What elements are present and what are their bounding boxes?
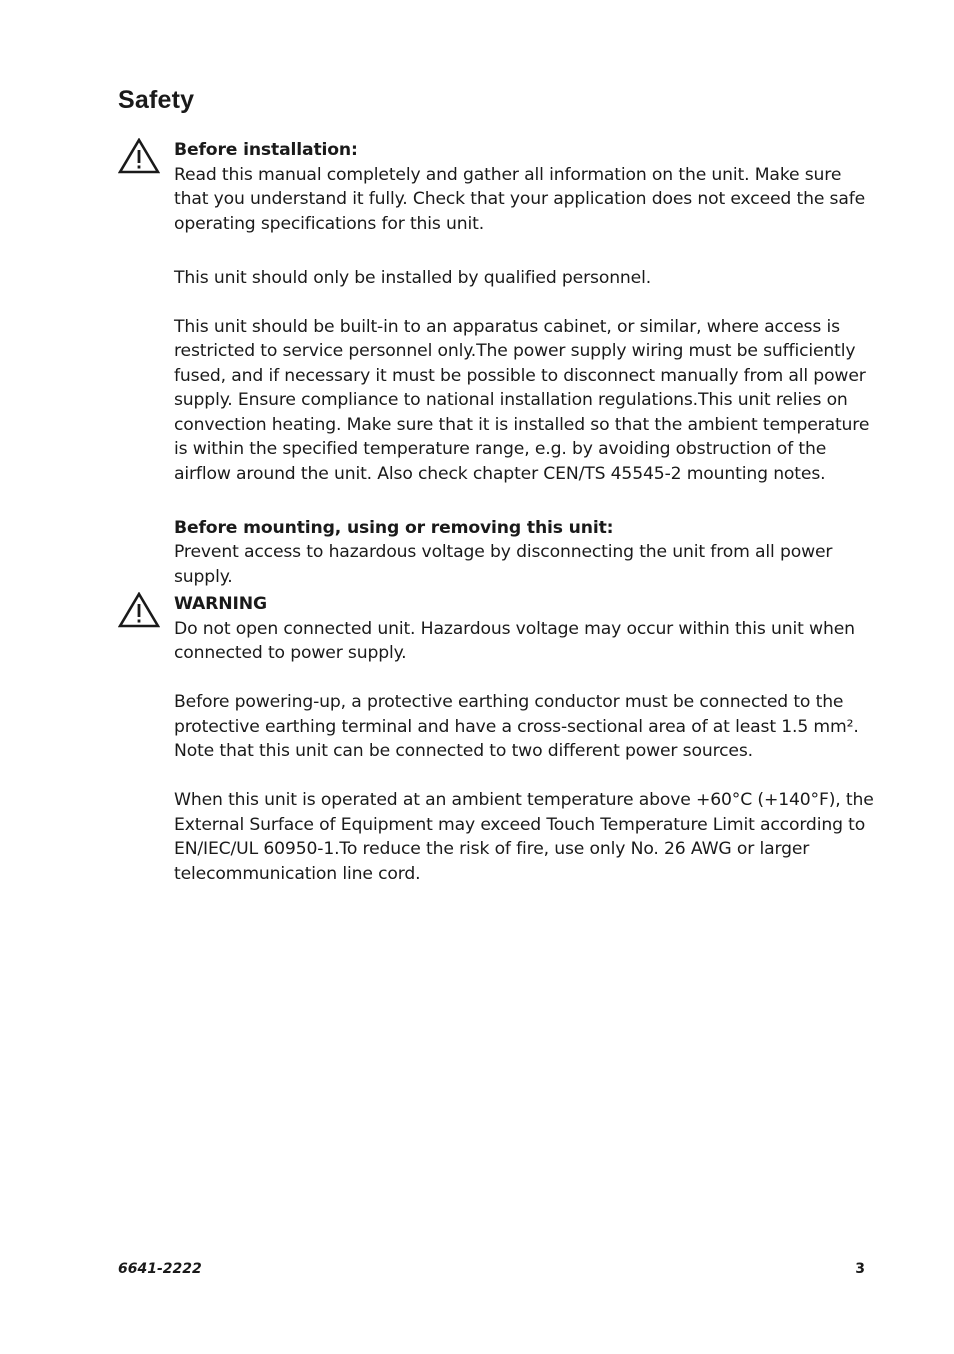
paragraph: Before powering-up, a protective earthing conductor must be connected to the protective earthing terminal and have a cross-sectional area of at least 1.5 mm². — [174, 692, 859, 737]
page-number: 3 — [855, 1261, 865, 1277]
document-number: 6641-2222 — [118, 1261, 202, 1277]
section-heading: WARNING — [174, 594, 267, 614]
warning-content — [174, 592, 874, 886]
paragraph: Read this manual completely and gather all information on the unit. Make sure that you understand it fully. Check that your application does not exceed the safe operating specifications for this unit. — [174, 164, 866, 234]
page-title: Safety — [118, 86, 195, 114]
paragraph: Note that this unit can be connected to two different power sources. — [174, 741, 753, 761]
warning-triangle-icon — [118, 592, 160, 628]
paragraph: Prevent access to hazardous voltage by disconnecting the unit from all power supply. — [174, 542, 833, 587]
paragraph: This unit should be built-in to an apparatus cabinet, or similar, where access is restricted to service personnel only.The power supply wiring must be sufficiently fused, and if necessary it must be possible to disconnect manually from all power supply. Ensure compliance to national installation regulations.This unit relies on convection heating. Make sure that it is installed so that the ambient temperature is within the specified temperature range, e.g. by avoiding obstruction of the airflow around the unit. Also check chapter CEN/TS 45545-2 mounting notes. — [174, 316, 870, 484]
paragraph: When this unit is operated at an ambient temperature above +60°C (+140°F), the External Surface of Equipment may exceed Touch Temperature Limit according to EN/IEC/UL 60950-1.To reduce the risk of fire, use only No. 26 AWG or larger telecommunication line cord. — [174, 790, 874, 884]
paragraph: Do not open connected unit. Hazardous voltage may occur within this unit when connected to power supply. — [174, 618, 855, 663]
section-subheading: Before mounting, using or removing this unit: — [174, 517, 614, 538]
before-installation-content — [174, 138, 874, 589]
warning-triangle-icon — [118, 138, 160, 174]
section-heading: Before installation: — [174, 140, 358, 160]
paragraph: This unit should only be installed by qualified personnel. — [174, 267, 652, 288]
